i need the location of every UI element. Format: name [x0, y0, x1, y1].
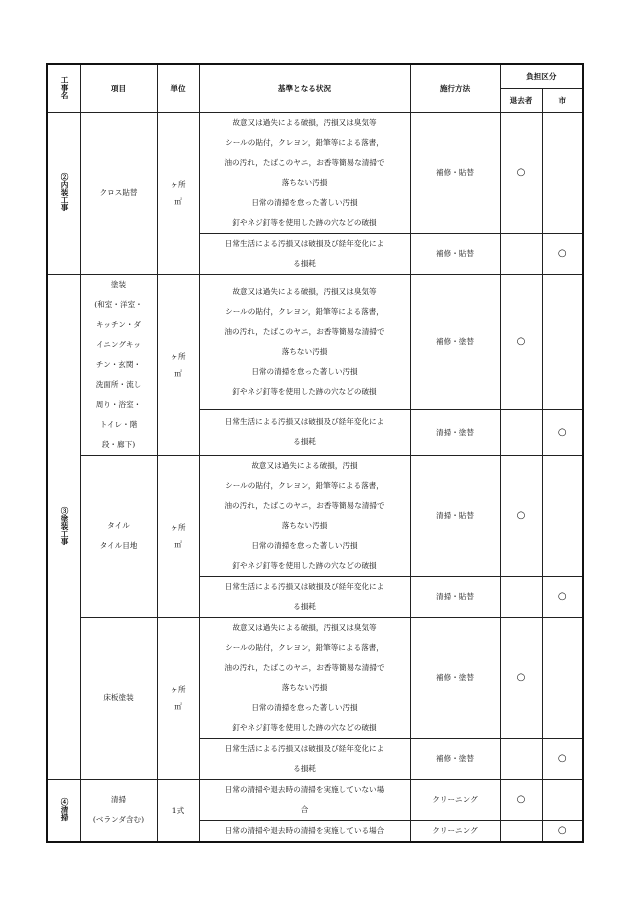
item-name-line: (ベランダ含む) [92, 815, 145, 824]
condition-cell [199, 274, 410, 409]
unit-cell [157, 274, 199, 455]
item-name-line: タイル [107, 521, 130, 530]
city-burden-mark: ○ [542, 738, 583, 779]
table-row [47, 455, 583, 576]
condition-line: 落ちない汚損 [281, 346, 328, 356]
condition-line: 釘やネジ釘等を使用した跡の穴などの破損 [232, 217, 377, 227]
item-name-line: 段・廊下) [101, 439, 136, 449]
unit-line: ㎡ [174, 197, 182, 206]
condition-line: 油の汚れ，たばこのヤニ，お香等簡易な清掃で [224, 326, 385, 336]
city-burden-mark: ○ [542, 576, 583, 617]
section-name: ②内装工事 [47, 112, 80, 274]
condition-line: る損耗 [293, 437, 316, 447]
header-item: 項目 [80, 64, 157, 112]
unit-cell [157, 112, 199, 274]
item-name [80, 455, 157, 617]
condition-line: 日常の清掃を怠った著しい汚損 [251, 540, 358, 550]
header-method: 施行方法 [410, 64, 500, 112]
item-name [80, 617, 157, 779]
section-name: ④清掃 [47, 779, 80, 842]
item-name-line: 周り・浴室・ [95, 399, 142, 409]
leaver-burden-mark: ○ [500, 274, 542, 409]
leaver-burden-mark [500, 820, 542, 842]
method-cell: 清掃・塗替 [410, 409, 500, 455]
unit-line: 1式 [171, 805, 185, 815]
method-cell: 補修・塗替 [410, 274, 500, 409]
condition-line: シールの貼付，クレヨン，鉛筆等による落書， [225, 480, 384, 490]
condition-line: 日常の清掃を怠った著しい汚損 [251, 197, 358, 207]
condition-line: 故意又は過失による破損，汚損又は臭気等 [232, 117, 377, 127]
condition-line: 油の汚れ，たばこのヤニ，お香等簡易な清掃で [224, 157, 385, 167]
city-burden-mark: ○ [542, 409, 583, 455]
table-row [47, 779, 583, 820]
unit-line: ㎡ [174, 368, 182, 378]
item-name-line: タイル目地 [99, 541, 138, 550]
method-cell: 補修・塗替 [410, 738, 500, 779]
leaver-burden-mark [500, 738, 542, 779]
condition-cell [199, 820, 410, 842]
section-name: ③塗装工事 [47, 274, 80, 779]
table-row [47, 617, 583, 738]
item-name-line: 塗装 [110, 279, 127, 289]
unit-line: ㎡ [174, 540, 182, 549]
leaver-burden-mark: ○ [500, 455, 542, 576]
header-work-name: 工事名 [47, 64, 80, 112]
method-cell: 補修・塗替 [410, 617, 500, 738]
unit-line: ヶ所 [170, 523, 186, 532]
condition-line: 日常生活による汚損又は破損及び経年変化によ [224, 743, 385, 753]
condition-cell [199, 779, 410, 820]
condition-line: 落ちない汚損 [281, 520, 328, 530]
header-burden: 負担区分 [500, 64, 583, 88]
city-burden-mark: ○ [542, 820, 583, 842]
city-burden-mark [542, 274, 583, 409]
table-row [47, 274, 583, 409]
condition-line: 故意又は過失による破損，汚損又は臭気等 [232, 286, 377, 296]
table-row [47, 112, 583, 233]
item-name [80, 274, 157, 455]
condition-cell [199, 576, 410, 617]
unit-cell [157, 617, 199, 779]
item-name-line: イニングキッ [96, 339, 141, 349]
condition-line: 日常生活による汚損又は破損及び経年変化によ [224, 417, 385, 427]
item-name-line: トイレ・階 [99, 419, 138, 429]
city-burden-mark [542, 779, 583, 820]
condition-line: 日常の清掃や退去時の清掃を実施していない場 [224, 784, 385, 794]
condition-line: 日常の清掃を怠った著しい汚損 [251, 702, 358, 712]
condition-cell [199, 112, 410, 233]
item-name-line: 洗面所・流し [95, 379, 142, 389]
condition-cell [199, 233, 410, 274]
unit-cell [157, 779, 199, 842]
method-cell: 補修・貼替 [410, 233, 500, 274]
city-burden-mark: ○ [542, 233, 583, 274]
header-condition: 基準となる状況 [199, 64, 410, 112]
leaver-burden-mark [500, 409, 542, 455]
condition-line: 釘やネジ釘等を使用した跡の穴などの破損 [232, 386, 377, 396]
unit-cell [157, 455, 199, 617]
unit-line: ㎡ [174, 702, 182, 711]
condition-line: 故意又は過失による破損，汚損 [251, 460, 358, 470]
header-unit: 単位 [157, 64, 199, 112]
condition-line: シールの貼付，クレヨン，鉛筆等による落書， [225, 306, 384, 316]
condition-line: 落ちない汚損 [281, 682, 328, 692]
condition-line: 釘やネジ釘等を使用した跡の穴などの破損 [232, 722, 377, 732]
leaver-burden-mark: ○ [500, 112, 542, 233]
method-cell: クリーニング [410, 779, 500, 820]
condition-line: 油の汚れ，たばこのヤニ，お香等簡易な清掃で [224, 662, 385, 672]
burden-table [46, 63, 584, 843]
item-name [80, 779, 157, 842]
condition-line: 油の汚れ，たばこのヤニ，お香等簡易な清掃で [224, 500, 385, 510]
item-name-line: クロス貼替 [99, 188, 138, 197]
condition-line: 日常の清掃や退去時の清掃を実施している場合 [224, 825, 385, 835]
condition-line: る損耗 [293, 763, 316, 773]
condition-line: 日常の清掃を怠った著しい汚損 [251, 366, 358, 376]
condition-line: 故意又は過失による破損，汚損又は臭気等 [232, 622, 377, 632]
condition-line: 釘やネジ釘等を使用した跡の穴などの破損 [232, 560, 377, 570]
city-burden-mark [542, 455, 583, 576]
unit-line: ヶ所 [170, 351, 186, 361]
condition-cell [199, 738, 410, 779]
city-burden-mark [542, 112, 583, 233]
city-burden-mark [542, 617, 583, 738]
condition-line: シールの貼付，クレヨン，鉛筆等による落書， [225, 137, 384, 147]
item-name [80, 112, 157, 274]
leaver-burden-mark [500, 233, 542, 274]
unit-line: ヶ所 [170, 685, 186, 694]
header-city: 市 [542, 88, 583, 112]
condition-cell [199, 617, 410, 738]
condition-line: シールの貼付，クレヨン，鉛筆等による落書， [225, 642, 384, 652]
condition-line: る損耗 [293, 601, 316, 611]
item-name-line: チン・玄関・ [95, 359, 142, 369]
header-leaver: 退去者 [500, 88, 542, 112]
leaver-burden-mark [500, 576, 542, 617]
method-cell: クリーニング [410, 820, 500, 842]
condition-line: 合 [300, 804, 309, 814]
leaver-burden-mark: ○ [500, 779, 542, 820]
method-cell: 補修・貼替 [410, 112, 500, 233]
item-name-line: (和室・洋室・ [94, 299, 143, 309]
item-name-line: 床板塗装 [103, 693, 134, 702]
leaver-burden-mark: ○ [500, 617, 542, 738]
unit-line: ヶ所 [170, 180, 186, 189]
condition-line: る損耗 [293, 258, 316, 268]
condition-line: 日常生活による汚損又は破損及び経年変化によ [224, 238, 385, 248]
condition-line: 落ちない汚損 [281, 177, 328, 187]
method-cell: 清掃・貼替 [410, 455, 500, 576]
condition-cell [199, 409, 410, 455]
condition-line: 日常生活による汚損又は破損及び経年変化によ [224, 581, 385, 591]
method-cell: 清掃・貼替 [410, 576, 500, 617]
condition-cell [199, 455, 410, 576]
item-name-line: 清掃 [110, 795, 127, 804]
item-name-line: キッチン・ダ [95, 319, 142, 329]
